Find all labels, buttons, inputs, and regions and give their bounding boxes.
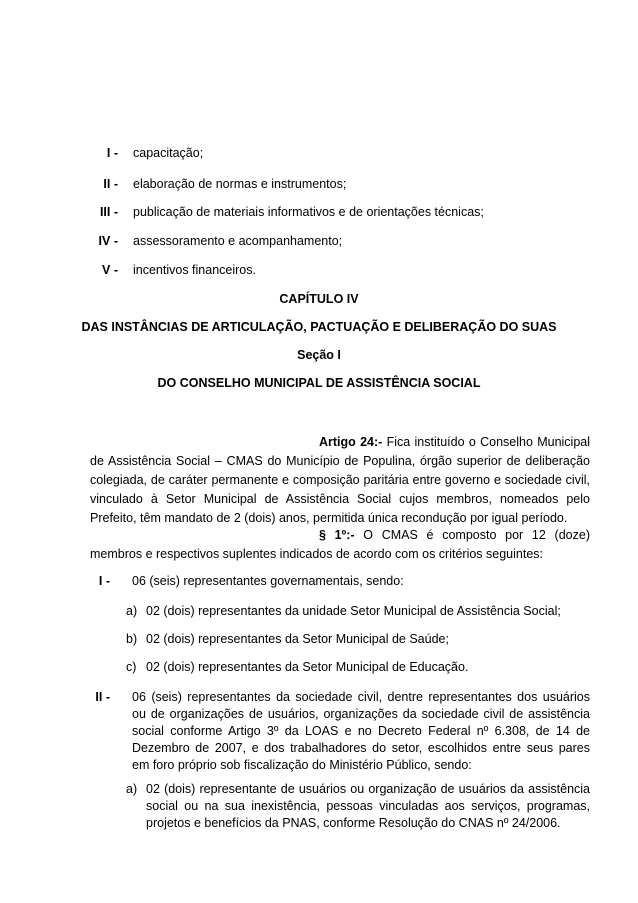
item-line: Dezembro de 2007, e dos trabalhadores do setor, escolhidos entre seus pares <box>132 741 590 755</box>
sub-item-line: 02 (dois) representante de usuários ou organização de usuários da assistência <box>146 782 590 796</box>
list-number: V - <box>102 263 118 277</box>
list-item-text: assessoramento e acompanhamento; <box>133 234 343 248</box>
list-item-text: elaboração de normas e instrumentos; <box>133 177 347 191</box>
article-line: Prefeito, têm mandato de 2 (dois) anos, permitida única recondução por igual período. <box>90 511 568 525</box>
article-line: vinculado à Setor Municipal de Assistência Social cujos membros, nomeados pelo <box>90 492 590 506</box>
list-number: II - <box>95 690 110 704</box>
sub-item-text: 02 (dois) representantes da Setor Municipal de Saúde; <box>146 632 449 646</box>
sub-item-line: projetos e benefícios da PNAS, conforme Resolução do CNAS nº 24/2006. <box>146 816 561 830</box>
section-heading: Seção I <box>297 348 341 362</box>
item-line: 06 (seis) representantes da sociedade civil, dentre representantes dos usuários <box>132 690 590 704</box>
list-item-text: publicação de materiais informativos e de orientações técnicas; <box>133 205 484 219</box>
article-24-paragraph <box>90 433 590 528</box>
list-number: III - <box>99 205 118 219</box>
sub-item-text: 02 (dois) representantes da unidade Setor Municipal de Assistência Social; <box>146 604 561 618</box>
list-item-text: 06 (seis) representantes governamentais, sendo: <box>132 574 404 588</box>
sub-letter: c) <box>126 660 137 674</box>
chapter-heading: CAPÍTULO IV <box>279 292 359 306</box>
list-number: I - <box>98 574 110 588</box>
item-line: ou de organizações de usuários, organizações da sociedade civil de assistência <box>132 707 590 721</box>
list-number: I - <box>106 146 118 160</box>
item-II-sub-a-text <box>146 781 590 832</box>
sub-letter: a) <box>126 604 138 618</box>
article-label: Artigo 24:- <box>319 435 383 449</box>
item-line: em foro próprio sob fiscalização do Ministério Público, sendo: <box>132 758 472 772</box>
section-title: DO CONSELHO MUNICIPAL DE ASSISTÊNCIA SOCIAL <box>157 376 481 390</box>
chapter-title: DAS INSTÂNCIAS DE ARTICULAÇÃO, PACTUAÇÃO E DELIBERAÇÃO DO SUAS <box>81 320 557 334</box>
sub-item-line: social ou na sua inexistência, pessoas vinculadas aos serviços, programas, <box>146 799 590 813</box>
paragraph-1 <box>90 526 590 564</box>
sub-item-text: 02 (dois) representantes da Setor Municipal de Educação. <box>146 660 469 674</box>
item-II-text <box>132 689 590 774</box>
paragraph-label: § 1º:- <box>319 528 355 542</box>
article-line: colegiada, de caráter permanente e composição paritária entre governo e sociedade civil, <box>90 473 590 487</box>
list-number: II - <box>103 177 118 191</box>
sub-letter: a) <box>126 782 138 796</box>
sub-letter: b) <box>126 632 138 646</box>
paragraph-line: membros e respectivos suplentes indicados de acordo com os critérios seguintes: <box>90 547 543 561</box>
list-number: IV - <box>98 234 118 248</box>
list-item-text: incentivos financeiros. <box>133 263 256 277</box>
item-line: social conforme Artigo 3º da LOAS e no Decreto Federal nº 6.308, de 14 de <box>132 724 590 738</box>
article-line: Artigo 24:- Fica instituído o Conselho Municipal <box>319 435 591 449</box>
article-line: de Assistência Social – CMAS do Município de Populina, órgão superior de deliberação <box>90 454 590 468</box>
list-item-text: capacitação; <box>133 146 204 160</box>
paragraph-line: § 1º:- O CMAS é composto por 12 (doze) <box>319 528 590 542</box>
